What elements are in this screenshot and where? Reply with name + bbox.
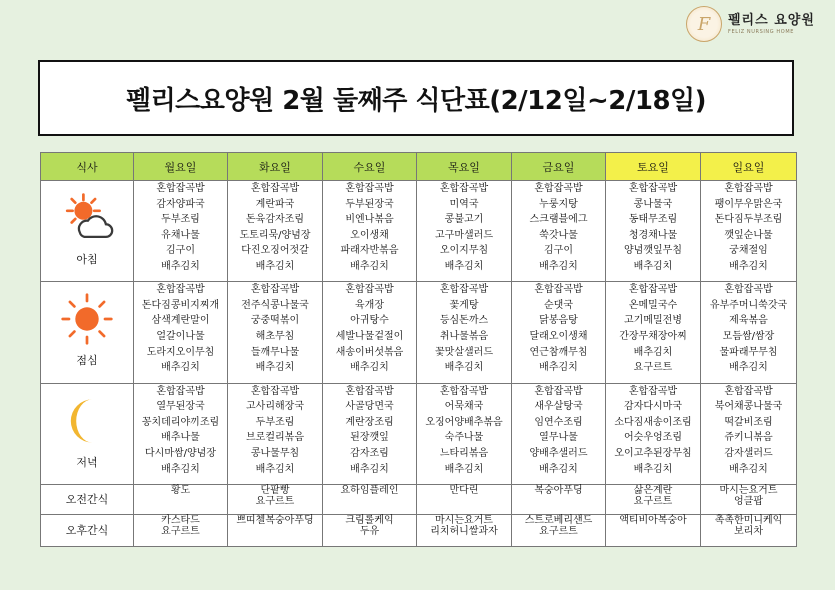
page-title: 펠리스요양원 2월 둘째주 식단표(2/12일~2/18일) xyxy=(125,85,707,116)
menu-item: 엉클팝 xyxy=(734,495,763,507)
menu-item: 계란파국 xyxy=(255,198,295,210)
header-day-tue: 화요일 xyxy=(228,153,323,181)
menu-item: 콩나물무침 xyxy=(250,447,300,459)
moon-icon xyxy=(60,394,114,448)
pm-snack-wed xyxy=(323,514,417,546)
menu-item: 리치허니쌀과자 xyxy=(430,525,498,537)
menu-item: 들깨무나물 xyxy=(250,346,300,358)
menu-item: 열무나물 xyxy=(539,432,578,444)
dinner-mon xyxy=(134,383,228,484)
menu-item: 배추김치 xyxy=(255,260,295,272)
brand-name: 펠리스 요양원 xyxy=(728,12,815,28)
menu-item: 배추김치 xyxy=(539,362,578,374)
breakfast-mon xyxy=(134,181,228,282)
menu-item: 꽃맛살샐러드 xyxy=(435,346,493,358)
menu-item: 혼합잡곡밥 xyxy=(628,385,678,397)
menu-item: 배추김치 xyxy=(539,260,578,272)
menu-item: 크림롤케익 xyxy=(345,514,394,526)
menu-item: 배추김치 xyxy=(633,463,673,475)
am-snack-fri xyxy=(512,484,606,514)
menu-item: 얼갈이나물 xyxy=(156,331,205,343)
menu-item: 김구이 xyxy=(544,245,573,257)
meal-plan-table xyxy=(40,152,797,547)
brand-subtitle: FELIZ NURSING HOME xyxy=(728,28,795,35)
menu-item: 취나물볶음 xyxy=(439,331,489,343)
menu-item: 물파래무무침 xyxy=(719,346,778,358)
menu-item: 두유 xyxy=(359,525,380,537)
am-snack-thu xyxy=(417,484,512,514)
menu-item: 팽이무우맑은국 xyxy=(714,198,783,210)
header-day-fri: 금요일 xyxy=(512,153,606,181)
menu-item: 다시마쌈/양념장 xyxy=(145,447,216,459)
pm-snack-mon xyxy=(134,514,228,546)
menu-item: 쑥갓나물 xyxy=(539,229,578,241)
menu-item: 배추김치 xyxy=(444,260,484,272)
meal-label-dinner: 저녁 xyxy=(76,455,98,469)
menu-item: 등심돈까스 xyxy=(439,315,489,327)
am-snack-mon xyxy=(134,484,228,514)
menu-item: 만다린 xyxy=(449,484,479,496)
menu-item: 고구마샐러드 xyxy=(435,229,493,241)
menu-item: 북어채콩나물국 xyxy=(714,401,783,413)
menu-item: 요구르트 xyxy=(161,525,200,537)
dinner-tue xyxy=(228,383,323,484)
menu-item: 오이생채 xyxy=(350,229,389,241)
menu-item: 보리차 xyxy=(734,525,763,537)
menu-item: 배추김치 xyxy=(161,463,200,475)
menu-item: 꽃게탕 xyxy=(449,299,479,311)
menu-item: 배추김치 xyxy=(161,362,200,374)
menu-item: 해초무침 xyxy=(255,331,295,343)
menu-item: 두부조림 xyxy=(255,416,295,428)
menu-item: 황도 xyxy=(170,484,191,496)
menu-item: 배추김치 xyxy=(539,463,578,475)
lunch-fri xyxy=(512,282,606,383)
menu-item: 배추김치 xyxy=(729,463,768,475)
title-box xyxy=(38,60,794,136)
lunch-sun xyxy=(701,282,797,383)
menu-item: 간장무채장아찌 xyxy=(619,331,687,343)
sun-cloud-icon xyxy=(60,191,114,245)
menu-item: 배추김치 xyxy=(255,362,295,374)
menu-item: 궁채절임 xyxy=(729,245,768,257)
menu-item: 혼합잡곡밥 xyxy=(628,183,678,194)
header-day-sun: 일요일 xyxy=(701,153,797,181)
meal-label-am-snack: 오전간식 xyxy=(65,493,109,507)
menu-item: 파래자반볶음 xyxy=(340,245,399,257)
menu-item: 도라지오이무침 xyxy=(146,346,215,358)
menu-item: 감자다시마국 xyxy=(624,401,682,413)
menu-item: 혼합잡곡밥 xyxy=(345,284,394,296)
menu-item: 요구르트 xyxy=(255,495,295,507)
menu-item: 감자샐러드 xyxy=(724,447,773,459)
menu-item: 모듬쌈/쌈장 xyxy=(722,331,775,343)
menu-item: 액티비아복숭아 xyxy=(619,514,687,526)
menu-item: 혼합잡곡밥 xyxy=(628,284,678,296)
menu-item: 혼합잡곡밥 xyxy=(250,183,300,194)
menu-item: 쥬키니볶음 xyxy=(724,432,773,444)
menu-item: 혼합잡곡밥 xyxy=(534,284,583,296)
menu-item: 전주식콩나물국 xyxy=(241,299,309,311)
breakfast-fri xyxy=(512,181,606,282)
menu-item: 어슷우엉조림 xyxy=(624,432,682,444)
menu-item: 오이고추된장무침 xyxy=(614,447,692,459)
pm-snack-thu xyxy=(417,514,512,546)
menu-item: 콩나물국 xyxy=(633,198,673,210)
menu-item: 세발나물겉절이 xyxy=(335,331,404,343)
header-day-thu: 목요일 xyxy=(417,153,512,181)
meal-cell-lunch xyxy=(41,282,134,383)
dinner-sat xyxy=(606,383,701,484)
lunch-mon xyxy=(134,282,228,383)
menu-item: 복숭아푸딩 xyxy=(534,484,583,496)
menu-item: 닭봉음탕 xyxy=(539,315,578,327)
pm-snack-sat xyxy=(606,514,701,546)
menu-item: 돈육감자조림 xyxy=(246,214,304,226)
menu-item: 온메밀국수 xyxy=(628,299,678,311)
menu-item: 혼합잡곡밥 xyxy=(439,284,489,296)
row-pm-snack xyxy=(41,514,797,546)
menu-item: 배추김치 xyxy=(255,463,295,475)
breakfast-tue xyxy=(228,181,323,282)
brand-logo xyxy=(686,6,815,42)
menu-item: 동태무조림 xyxy=(628,214,678,226)
menu-item: 임연수조림 xyxy=(534,416,583,428)
menu-item: 혼합잡곡밥 xyxy=(250,385,300,397)
row-breakfast xyxy=(41,181,797,282)
menu-item: 새송이버섯볶음 xyxy=(335,346,404,358)
menu-item: 배추김치 xyxy=(350,260,389,272)
menu-item: 삼색계란말이 xyxy=(151,315,210,327)
row-lunch xyxy=(41,282,797,383)
pm-snack-sun xyxy=(701,514,797,546)
sun-icon xyxy=(60,292,114,346)
menu-item: 요구르트 xyxy=(539,525,578,537)
meal-label-breakfast: 아침 xyxy=(76,253,98,266)
menu-item: 촉촉한미니케익 xyxy=(714,514,783,526)
header-meal: 식사 xyxy=(41,153,134,181)
lunch-tue xyxy=(228,282,323,383)
menu-item: 감자조림 xyxy=(350,447,389,459)
menu-item: 육개장 xyxy=(355,299,384,311)
menu-item: 단팥빵 xyxy=(260,484,290,496)
header-day-mon: 월요일 xyxy=(134,153,228,181)
pm-snack-fri xyxy=(512,514,606,546)
menu-item: 양배추샐러드 xyxy=(529,447,588,459)
dinner-sun xyxy=(701,383,797,484)
menu-item: 혼합잡곡밥 xyxy=(724,284,773,296)
meal-cell-dinner xyxy=(41,383,134,484)
menu-item: 배추김치 xyxy=(350,362,389,374)
menu-item: 어묵채국 xyxy=(444,401,484,413)
dinner-wed xyxy=(323,383,417,484)
breakfast-thu xyxy=(417,181,512,282)
menu-item: 순댓국 xyxy=(544,299,573,311)
menu-item: 브로컬리볶음 xyxy=(246,432,304,444)
menu-item: 떡갈비조림 xyxy=(724,416,773,428)
menu-item: 사골당면국 xyxy=(345,401,394,413)
am-snack-sun xyxy=(701,484,797,514)
menu-item: 제육볶음 xyxy=(729,315,768,327)
menu-item: 양념깻잎무침 xyxy=(624,245,682,257)
header-day-sat: 토요일 xyxy=(606,153,701,181)
menu-item: 두부된장국 xyxy=(345,198,394,210)
menu-item: 돈다짐두부조림 xyxy=(714,214,783,226)
am-snack-sat xyxy=(606,484,701,514)
menu-item: 배추김치 xyxy=(633,260,673,272)
pm-snack-tue xyxy=(228,514,323,546)
menu-item: 유채나물 xyxy=(161,229,200,241)
lunch-wed xyxy=(323,282,417,383)
lunch-thu xyxy=(417,282,512,383)
am-snack-wed xyxy=(323,484,417,514)
menu-item: 청경채나물 xyxy=(628,229,678,241)
menu-item: 도토리묵/양념장 xyxy=(239,229,311,241)
menu-item: 달래오이생채 xyxy=(529,331,588,343)
menu-item: 궁중떡볶이 xyxy=(250,315,300,327)
menu-item: 배추김치 xyxy=(633,346,673,358)
menu-item: 배추김치 xyxy=(729,260,768,272)
menu-item: 스크램블에그 xyxy=(529,214,588,226)
menu-item: 아귀탕수 xyxy=(350,315,389,327)
menu-item: 된장깻잎 xyxy=(350,432,389,444)
menu-item: 콩불고기 xyxy=(444,214,484,226)
header-day-wed: 수요일 xyxy=(323,153,417,181)
row-dinner xyxy=(41,383,797,484)
menu-item: 혼합잡곡밥 xyxy=(345,385,394,397)
menu-item: 깻잎순나물 xyxy=(724,229,773,241)
menu-item: 배추김치 xyxy=(444,463,484,475)
menu-item: 느타리볶음 xyxy=(439,447,489,459)
menu-item: 열무된장국 xyxy=(156,401,205,413)
menu-item: 혼합잡곡밥 xyxy=(156,183,205,194)
menu-item: 감자양파국 xyxy=(156,198,205,210)
menu-item: 유부주머니쑥갓국 xyxy=(709,299,788,311)
menu-item: 쁘띠첼복숭아푸딩 xyxy=(236,514,314,526)
menu-item: 고사리해장국 xyxy=(246,401,304,413)
menu-item: 혼합잡곡밥 xyxy=(534,183,583,194)
menu-item: 요하임플레인 xyxy=(340,484,399,496)
header-row xyxy=(41,153,797,181)
meal-cell-am-snack xyxy=(41,484,134,514)
menu-item: 삶은계란 xyxy=(633,484,673,496)
menu-item: 배추김치 xyxy=(161,260,200,272)
menu-item: 김구이 xyxy=(166,245,195,257)
menu-item: 숙주나물 xyxy=(444,432,484,444)
menu-item: 두부조림 xyxy=(161,214,200,226)
breakfast-wed xyxy=(323,181,417,282)
menu-item: 마시는요거트 xyxy=(719,484,778,496)
meal-label-pm-snack: 오후간식 xyxy=(65,524,109,538)
menu-item: 요구르트 xyxy=(633,362,673,374)
menu-item: 혼합잡곡밥 xyxy=(345,183,394,194)
menu-item: 다진오징어젓갈 xyxy=(241,245,309,257)
meal-cell-pm-snack xyxy=(41,514,134,546)
row-am-snack xyxy=(41,484,797,514)
menu-item: 배추나물 xyxy=(161,432,200,444)
menu-item: 혼합잡곡밥 xyxy=(534,385,583,397)
menu-item: 고기메밀전병 xyxy=(624,315,682,327)
menu-item: 돈다짐콩비지찌개 xyxy=(141,299,220,311)
menu-item: 소다짐새송이조림 xyxy=(614,416,692,428)
menu-item: 혼합잡곡밥 xyxy=(250,284,300,296)
menu-item: 요구르트 xyxy=(633,495,673,507)
menu-item: 연근참깨무침 xyxy=(529,346,588,358)
meal-label-lunch: 점심 xyxy=(76,354,98,368)
menu-item: 계란장조림 xyxy=(345,416,394,428)
menu-item: 오징어양배추볶음 xyxy=(425,416,503,428)
dinner-thu xyxy=(417,383,512,484)
menu-item: 배추김치 xyxy=(444,362,484,374)
menu-item: 카스타드 xyxy=(161,514,200,526)
menu-item: 꽁치데리야끼조림 xyxy=(141,416,220,428)
menu-item: 혼합잡곡밥 xyxy=(156,385,205,397)
am-snack-tue xyxy=(228,484,323,514)
menu-item: 혼합잡곡밥 xyxy=(439,183,489,194)
meal-cell-breakfast xyxy=(41,181,134,282)
breakfast-sat xyxy=(606,181,701,282)
menu-item: 비엔나볶음 xyxy=(345,214,394,226)
menu-item: 배추김치 xyxy=(350,463,389,475)
menu-item: 누룽지탕 xyxy=(539,198,578,210)
menu-item: 새우살탕국 xyxy=(534,401,583,413)
menu-item: 스트로베리샌드 xyxy=(524,514,593,526)
menu-item: 혼합잡곡밥 xyxy=(724,183,773,194)
lunch-sat xyxy=(606,282,701,383)
menu-item: 오이지무침 xyxy=(439,245,489,257)
breakfast-sun xyxy=(701,181,797,282)
dinner-fri xyxy=(512,383,606,484)
menu-item: 혼합잡곡밥 xyxy=(439,385,489,397)
menu-item: 혼합잡곡밥 xyxy=(724,385,773,397)
menu-item: 미역국 xyxy=(449,198,479,210)
menu-item: 혼합잡곡밥 xyxy=(156,284,205,296)
menu-item: 마시는요거트 xyxy=(435,514,493,526)
menu-item: 배추김치 xyxy=(729,362,768,374)
feliz-logo-icon: F xyxy=(686,6,722,42)
